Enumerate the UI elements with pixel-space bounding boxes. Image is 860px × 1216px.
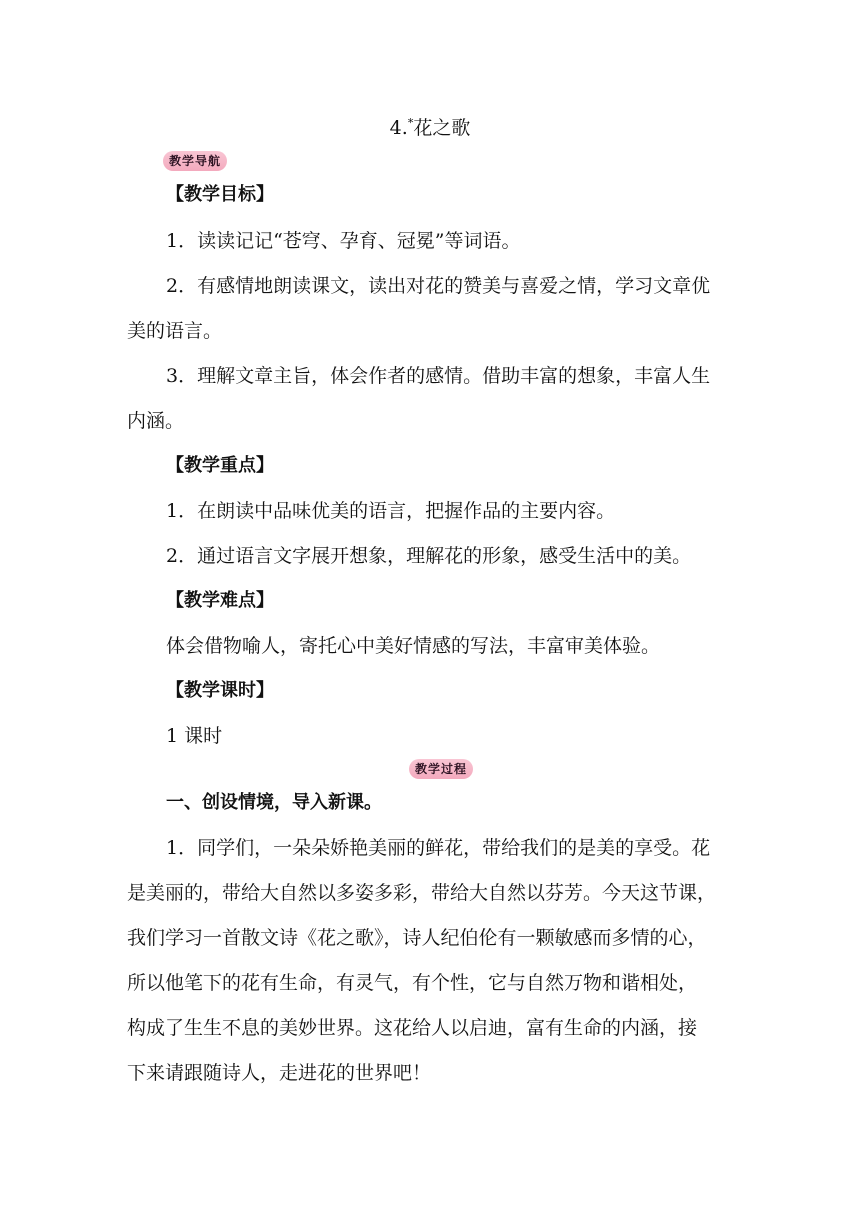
lesson-title-text: 花之歌: [413, 117, 471, 139]
paragraph-line: 1．同学们，一朵朵娇艳美丽的鲜花，带给我们的是美的享受。花: [166, 837, 711, 859]
objective-item-1: 1．读读记记“苍穹、孕育、冠冕”等词语。: [166, 230, 521, 252]
paragraph-line: 构成了生生不息的美妙世界。这花给人以启迪，富有生命的内涵，接: [127, 1017, 698, 1039]
teaching-process-badge: 教学过程: [409, 759, 473, 779]
lesson-number: 4.: [389, 117, 408, 139]
difficulties-text: 体会借物喻人，寄托心中美好情感的写法，丰富审美体验。: [166, 635, 661, 657]
duration-text: 1 课时: [166, 725, 223, 747]
duration-heading: 【教学课时】: [166, 680, 274, 701]
difficulties-heading: 【教学难点】: [166, 590, 274, 611]
paragraph-line: 所以他笔下的花有生命，有灵气，有个性，它与自然万物和谐相处，: [127, 972, 698, 994]
key-point-item-1: 1．在朗读中品味优美的语言，把握作品的主要内容。: [166, 500, 616, 522]
paragraph-line: 我们学习一首散文诗《花之歌》，诗人纪伯伦有一颗敏感而多情的心，: [127, 927, 707, 949]
objectives-heading: 【教学目标】: [166, 184, 274, 205]
objective-item-2-line-2: 美的语言。: [127, 320, 223, 342]
paragraph-line: 下来请跟随诗人，走进花的世界吧！: [127, 1062, 432, 1084]
optional-lesson-mark: *: [407, 116, 414, 130]
teaching-navigation-badge: 教学导航: [163, 151, 227, 171]
objective-item-3-line-1: 3．理解文章主旨，体会作者的感情。借助丰富的想象，丰富人生: [166, 365, 711, 387]
objective-item-2-line-1: 2．有感情地朗读课文，读出对花的赞美与喜爱之情，学习文章优: [166, 275, 711, 297]
objective-item-3-line-2: 内涵。: [127, 410, 185, 432]
key-points-heading: 【教学重点】: [166, 455, 274, 476]
section-1-heading: 一、创设情境，导入新课。: [166, 792, 382, 813]
paragraph-line: 是美丽的，带给大自然以多姿多彩，带给大自然以芬芳。今天这节课，: [127, 882, 717, 904]
lesson-title: [0, 116, 860, 140]
key-point-item-2: 2．通过语言文字展开想象，理解花的形象，感受生活中的美。: [166, 545, 692, 567]
